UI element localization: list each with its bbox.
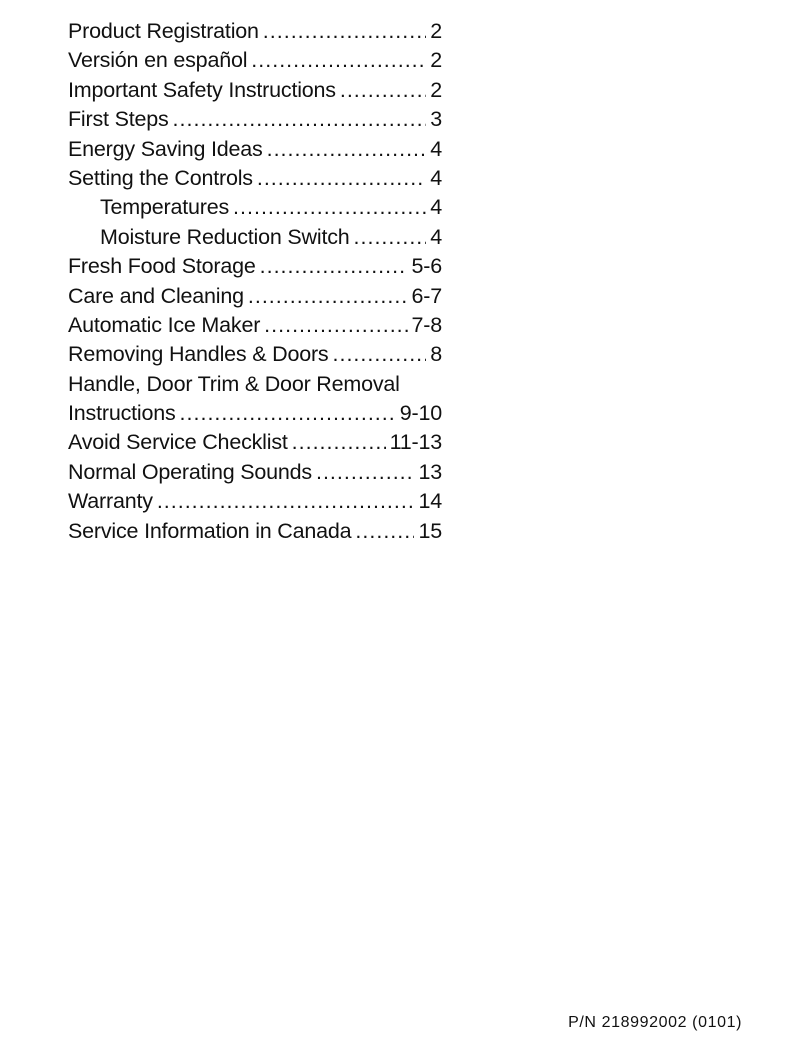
toc-entry-title: Instructions	[68, 401, 176, 426]
toc-entry-title: Handle, Door Trim & Door Removal	[68, 371, 400, 396]
toc-entry-page: 14	[418, 489, 442, 514]
toc-entry-title: Removing Handles & Doors	[68, 342, 329, 367]
toc-dot-leader	[267, 137, 427, 162]
toc-entry-title: Care and Cleaning	[68, 283, 244, 308]
toc-entry-page: 4	[430, 165, 442, 190]
toc-entry-title: Warranty	[68, 489, 153, 514]
toc-entry-page: 11-13	[389, 430, 442, 455]
toc-dot-leader	[260, 254, 408, 279]
toc-entry-version-en-espanol[interactable]	[68, 48, 442, 77]
toc-dot-leader	[233, 195, 426, 220]
toc-entry-important-safety-instructions[interactable]	[68, 78, 442, 107]
toc-dot-leader	[157, 489, 415, 514]
toc-entry-title: Moisture Reduction Switch	[100, 224, 350, 249]
toc-entry-page: 3	[430, 107, 442, 132]
toc-dot-leader	[173, 107, 427, 132]
toc-entry-normal-operating-sounds[interactable]	[68, 460, 442, 489]
toc-entry-title: Product Registration	[68, 19, 259, 43]
toc-entry-warranty[interactable]	[68, 489, 442, 518]
toc-entry-setting-the-controls[interactable]	[68, 166, 442, 195]
toc-dot-leader	[180, 401, 396, 426]
toc-entry-page: 6-7	[411, 283, 442, 308]
toc-entry-title: Fresh Food Storage	[68, 254, 256, 279]
toc-dot-leader	[263, 19, 426, 44]
toc-entry-page: 4	[430, 195, 442, 220]
toc-entry-energy-saving-ideas[interactable]	[68, 137, 442, 166]
toc-dot-leader	[292, 430, 386, 455]
table-of-contents	[68, 19, 442, 548]
toc-entry-title: Automatic Ice Maker	[68, 312, 261, 337]
toc-entry-page: 2	[430, 77, 442, 102]
toc-entry-page: 13	[418, 459, 442, 484]
toc-entry-handle-door-trim-removal[interactable]	[68, 372, 442, 401]
toc-dot-leader	[248, 284, 408, 309]
toc-entry-automatic-ice-maker[interactable]	[68, 313, 442, 342]
toc-entry-page: 2	[430, 48, 442, 73]
toc-dot-leader	[316, 460, 415, 485]
toc-dot-leader	[264, 313, 407, 338]
toc-entry-title: First Steps	[68, 107, 169, 132]
toc-entry-title: Energy Saving Ideas	[68, 136, 263, 161]
toc-entry-title: Temperatures	[100, 195, 230, 220]
toc-entry-page: 5-6	[411, 254, 442, 279]
toc-entry-title: Versión en español	[68, 48, 248, 73]
toc-entry-care-and-cleaning[interactable]	[68, 284, 442, 313]
toc-dot-leader	[333, 342, 427, 367]
toc-entry-page: 9-10	[399, 401, 442, 426]
toc-entry-title: Normal Operating Sounds	[68, 459, 312, 484]
toc-entry-avoid-service-checklist[interactable]	[68, 430, 442, 459]
part-number: P/N 218992002 (0101)	[568, 1014, 742, 1031]
toc-dot-leader	[257, 166, 426, 191]
toc-entry-page: 8	[430, 342, 442, 367]
toc-dot-leader	[340, 78, 426, 103]
toc-entry-page: 4	[430, 136, 442, 161]
toc-entry-removing-handles-doors[interactable]	[68, 342, 442, 371]
toc-entry-title: Service Information in Canada	[68, 518, 352, 543]
toc-dot-leader	[354, 225, 427, 250]
toc-entry-product-registration[interactable]	[68, 19, 442, 48]
toc-entry-page: 2	[430, 19, 442, 43]
toc-dot-leader	[251, 48, 426, 73]
toc-entry-title: Avoid Service Checklist	[68, 430, 288, 455]
toc-dot-leader	[355, 519, 414, 544]
toc-entry-first-steps[interactable]	[68, 107, 442, 136]
toc-entry-page: 15	[418, 518, 442, 543]
toc-entry-temperatures[interactable]	[68, 195, 442, 224]
toc-entry-instructions[interactable]	[68, 401, 442, 430]
toc-entry-title: Important Safety Instructions	[68, 77, 336, 102]
toc-entry-fresh-food-storage[interactable]	[68, 254, 442, 283]
toc-entry-page: 4	[430, 224, 442, 249]
toc-entry-title: Setting the Controls	[68, 165, 253, 190]
toc-entry-moisture-reduction-switch[interactable]	[68, 225, 442, 254]
toc-entry-service-information-canada[interactable]	[68, 519, 442, 548]
toc-entry-page: 7-8	[411, 312, 442, 337]
